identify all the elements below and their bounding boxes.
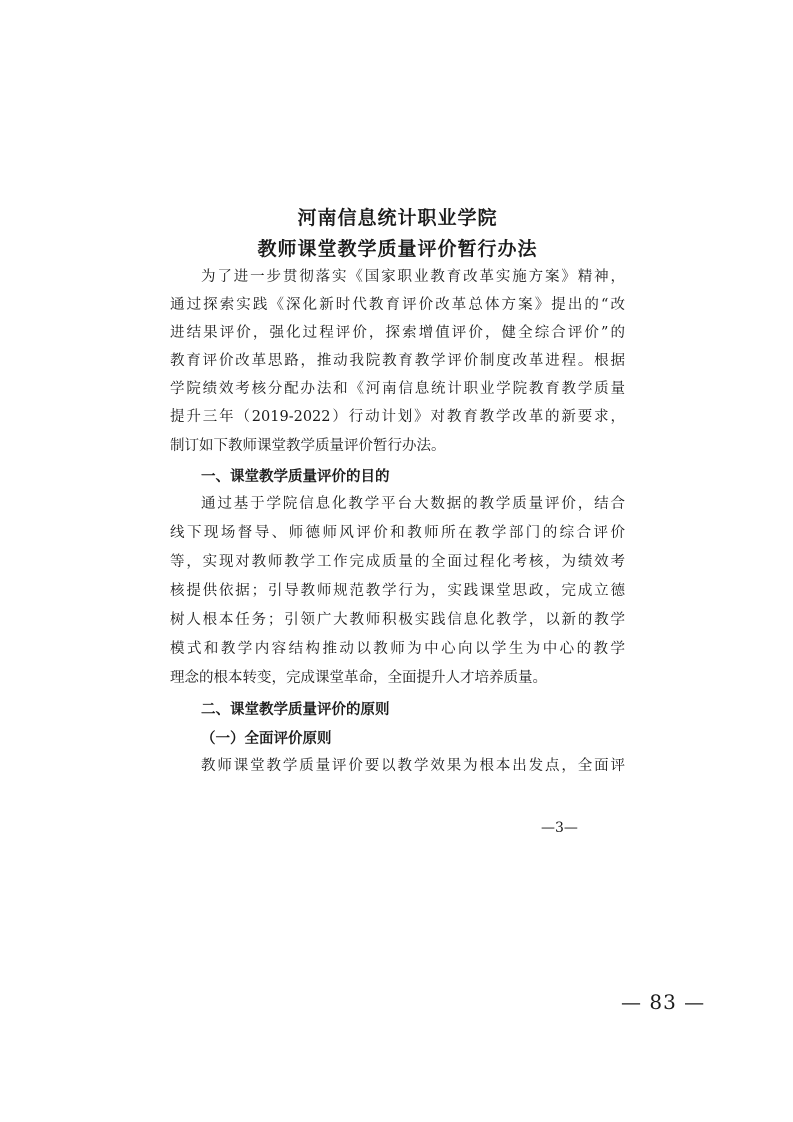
- section1-line-7: 理念的根本转变，完成课堂革命，全面提升人才培养质量。: [170, 670, 547, 686]
- section1-line-1: 通过基于学院信息化教学平台大数据的教学质量评价，结合: [201, 496, 625, 512]
- subsection1-line-1: 教师课堂教学质量评价要以教学效果为根本出发点，全面评: [201, 758, 625, 774]
- intro-line-3: 进结果评价，强化过程评价，探索增值评价，健全综合评价”的: [170, 325, 625, 341]
- intro-line-4: 教育评价改革思路，推动我院教育教学评价制度改革进程。根据: [170, 353, 625, 369]
- subsection-heading-comprehensive: （一）全面评价原则: [201, 731, 332, 747]
- section-heading-purpose: 一、课堂教学质量评价的目的: [201, 469, 390, 485]
- document-title-line1: 河南信息统计职业学院: [297, 207, 498, 229]
- document-title-line2: 教师课堂教学质量评价暂行办法: [257, 238, 538, 260]
- intro-line-1: 为了进一步贯彻落实《国家职业教育改革实施方案》精神，: [201, 269, 625, 285]
- section-heading-principles: 二、课堂教学质量评价的原则: [201, 702, 390, 718]
- section1-line-3: 等，实现对教师教学工作完成质量的全面过程化考核，为绩效考: [170, 554, 625, 570]
- section1-line-5: 树人根本任务；引领广大教师积极实践信息化教学，以新的教学: [170, 612, 625, 628]
- section1-line-2: 线下现场督导、师德师风评价和教师所在教学部门的综合评价: [170, 525, 625, 541]
- intro-line-2: 通过探索实践《深化新时代教育评价改革总体方案》提出的“改: [170, 297, 625, 313]
- section1-line-4: 核提供依据；引导教师规范教学行为，实践课堂思政，完成立德: [170, 583, 625, 599]
- intro-line-5: 学院绩效考核分配办法和《河南信息统计职业学院教育教学质量: [170, 381, 625, 397]
- outer-page-number: — 83 —: [621, 990, 706, 1014]
- inner-page-number: —3—: [541, 820, 578, 836]
- intro-line-6: 提升三年（2019-2022）行动计划》对教育教学改革的新要求，: [170, 409, 625, 425]
- section1-line-6: 模式和教学内容结构推动以教师为中心向以学生为中心的教学: [170, 641, 625, 657]
- intro-line-7: 制订如下教师课堂教学质量评价暂行办法。: [170, 438, 446, 454]
